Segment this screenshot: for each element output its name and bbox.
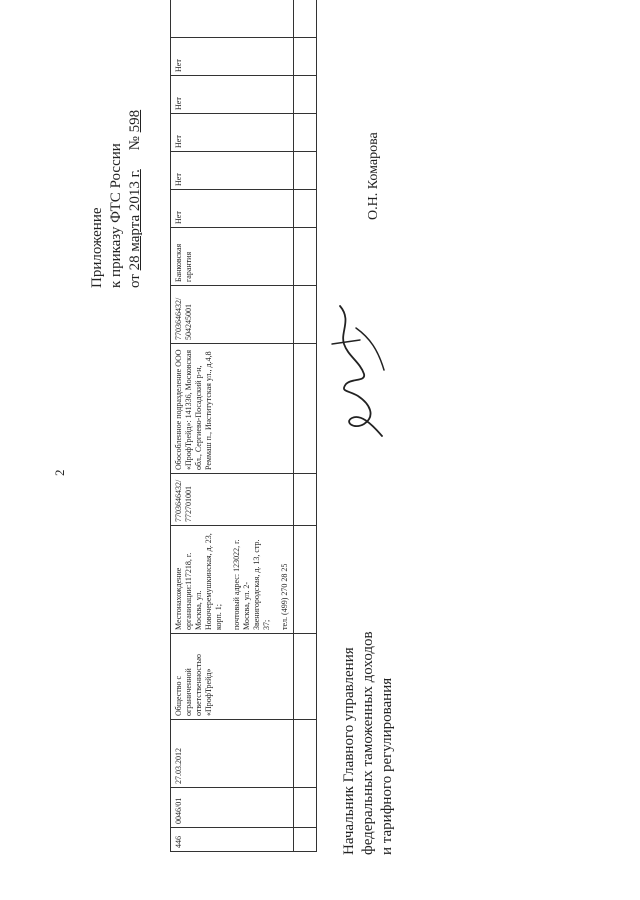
signatory-title (340, 631, 397, 855)
cell-location (171, 526, 294, 634)
signatory-title-line: Начальник Главного управления (341, 647, 357, 855)
appendix-order: к приказу ФТС России (108, 143, 124, 288)
cell-empty (294, 344, 317, 474)
cell-empty (294, 114, 317, 152)
cell-flag: Нет (171, 76, 294, 114)
location-line: Местонахождение организации:117218, г. Москва, ул. Новочеремушкинская, д. 23, корп. 1; (174, 533, 223, 630)
cell-inn-kpp: 7703646432/ 772701001 (171, 474, 294, 526)
cell-empty (294, 0, 317, 38)
signatory-name: О.Н. Комарова (366, 132, 381, 220)
appendix-header (88, 110, 145, 288)
table-row (171, 0, 294, 852)
handwritten-signature (330, 300, 410, 440)
cell-empty (171, 0, 294, 38)
cell-empty (294, 286, 317, 344)
signatory-title-line: федеральных таможенных доходов (360, 631, 376, 855)
cell-flag: Нет (171, 190, 294, 228)
cell-empty (294, 788, 317, 828)
cell-date: 27.03.2012 (171, 720, 294, 788)
cell-flag: Нет (171, 114, 294, 152)
appendix-title: Приложение (89, 207, 105, 288)
cell-empty (294, 720, 317, 788)
signatory-title-line: и тарифного регулирования (379, 677, 395, 855)
table-row (294, 0, 317, 852)
page-number: 2 (52, 469, 67, 476)
date-prefix: от (127, 274, 143, 288)
cell-empty (294, 526, 317, 634)
number-prefix: № (127, 136, 143, 151)
cell-flag: Нет (171, 152, 294, 190)
cell-empty (294, 828, 317, 852)
cell-num: 446 (171, 828, 294, 852)
cell-empty (294, 190, 317, 228)
location-line: тел. (499) 270 28 25 (280, 563, 289, 630)
cell-empty (294, 38, 317, 76)
cell-empty (294, 228, 317, 286)
registry-table (170, 0, 317, 852)
cell-empty (294, 76, 317, 114)
cell-empty (294, 474, 317, 526)
appendix-date-line (126, 110, 145, 288)
cell-sub-inn-kpp: 7703646432/ 504245001 (171, 286, 294, 344)
cell-empty (294, 152, 317, 190)
cell-subdivision: Обособленное подразделение ООО «ПрофТрейд»: 141336, Московская обл., Сергиево-Посадский р-н, Реммаш п., Институтская ул., д.4,8 (171, 344, 294, 474)
cell-org-name: Общество с ограниченной ответственностью «ПрофТрейд» (171, 634, 294, 720)
cell-code: 0046/01 (171, 788, 294, 828)
cell-flag: Нет (171, 38, 294, 76)
order-number: 598 (127, 109, 143, 133)
cell-guarantee: Банковская гарантия (171, 228, 294, 286)
location-line: почтовый адрес: 123022, г. Москва, ул. 2-Звенигородская, д. 13, стр. 37; (232, 539, 271, 630)
cell-empty (294, 634, 317, 720)
order-date: 28 марта 2013 г. (127, 169, 143, 271)
